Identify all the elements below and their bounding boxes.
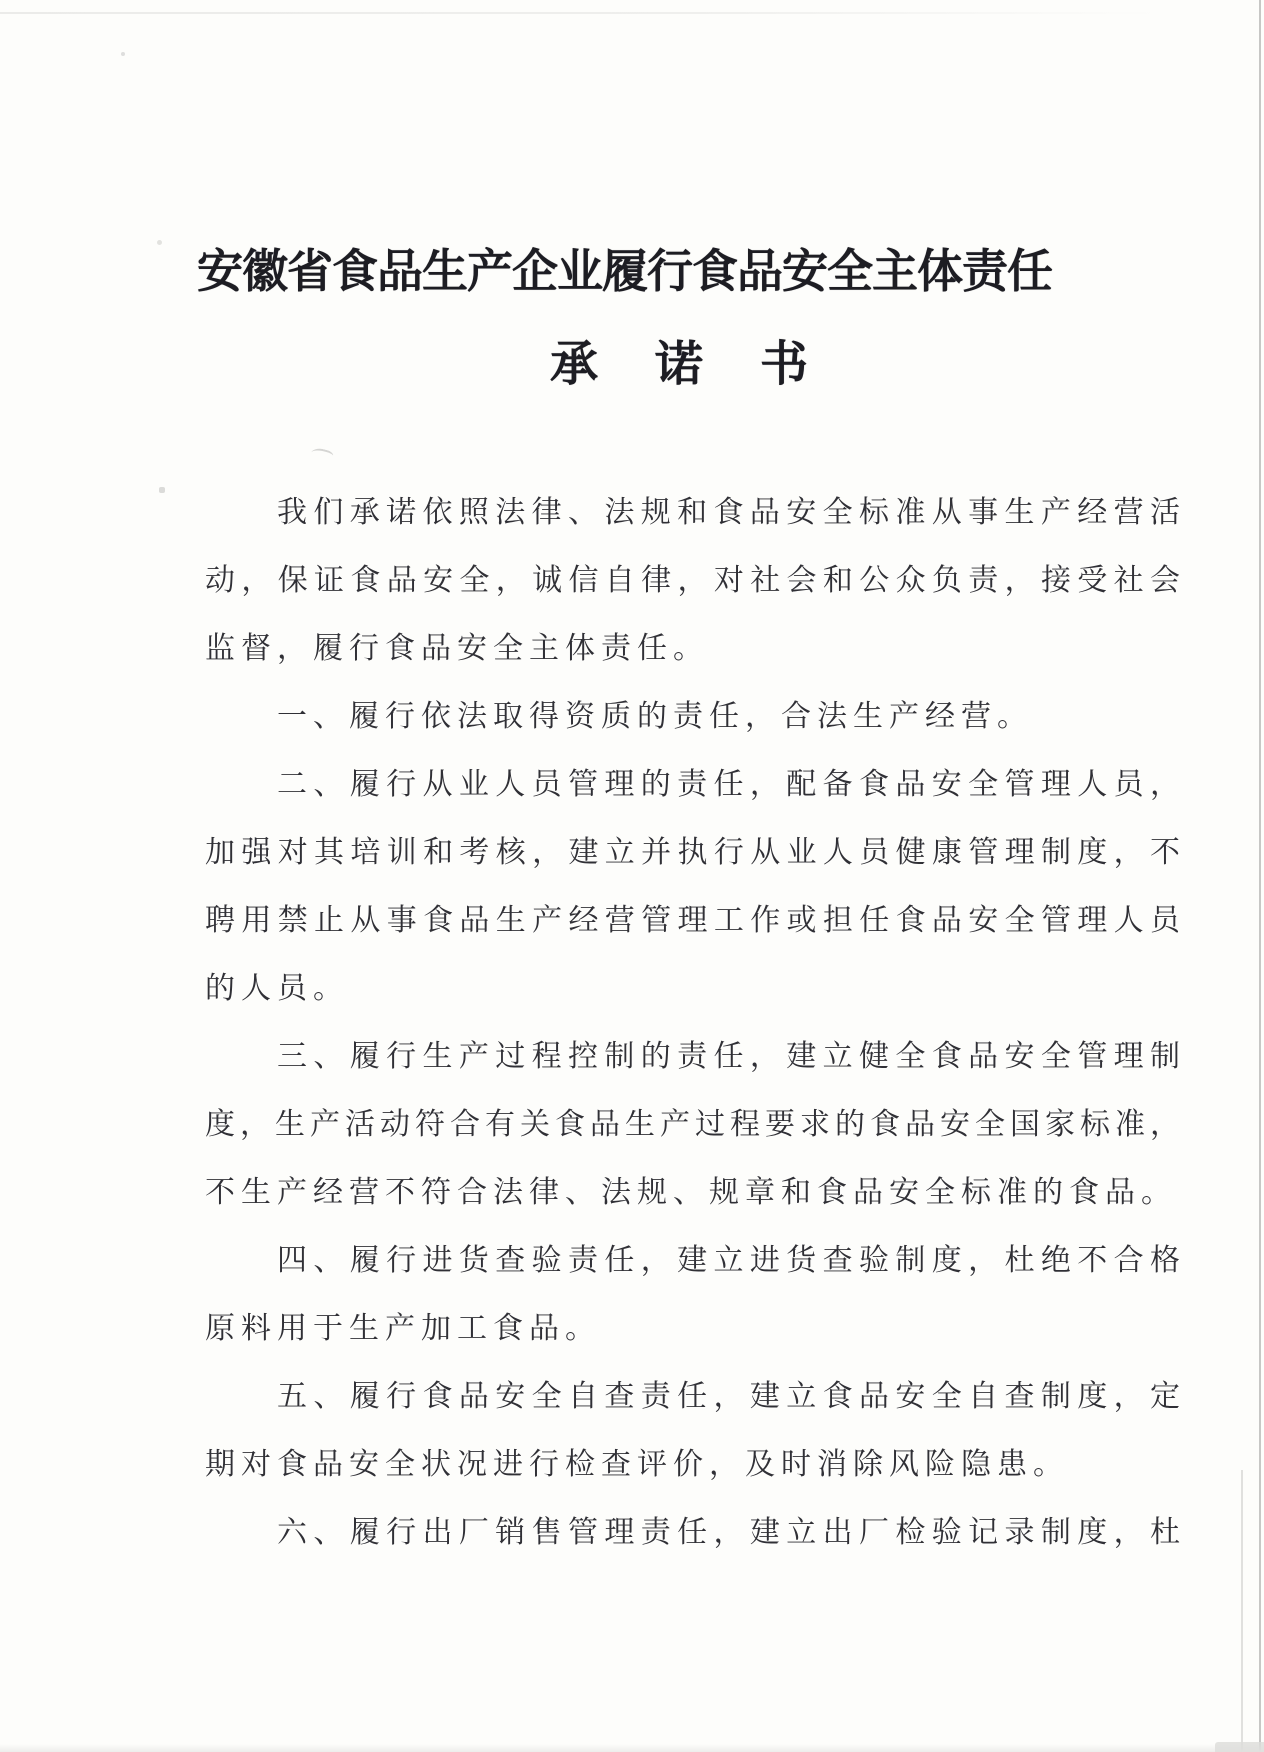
paragraph-6	[205, 1363, 1180, 1499]
document-line: 三、履行生产过程控制的责任，建立健全食品安全管理制	[277, 1040, 1180, 1073]
scan-artifact-bottom-shade	[0, 1744, 1264, 1752]
scan-artifact-speck	[157, 240, 162, 245]
paragraph-2	[205, 683, 1180, 751]
document-line: 不生产经营不符合法律、法规、规章和食品安全标准的食品。	[205, 1176, 1177, 1209]
document-line: 一、履行依法取得资质的责任，合法生产经营。	[277, 700, 1033, 733]
document-line: 二、履行从业人员管理的责任，配备食品安全管理人员，	[277, 768, 1180, 801]
document-line: 监督，履行食品安全主体责任。	[205, 632, 709, 665]
document-line: 期对食品安全状况进行检查评价，及时消除风险隐患。	[205, 1448, 1069, 1481]
document-line: 六、履行出厂销售管理责任，建立出厂检验记录制度，杜	[277, 1516, 1180, 1549]
document-line: 动，保证食品安全，诚信自律，对社会和公众负责，接受社会	[205, 564, 1180, 597]
paragraph-3	[205, 751, 1180, 1023]
paragraph-7	[205, 1499, 1180, 1567]
document-line: 的人员。	[205, 972, 349, 1005]
paragraph-4	[205, 1023, 1180, 1227]
document-line: 聘用禁止从事食品生产经营管理工作或担任食品安全管理人员	[205, 904, 1180, 937]
document-line: 加强对其培训和考核，建立并执行从业人员健康管理制度，不	[205, 836, 1180, 869]
document-subtitle: 承诺书	[550, 338, 866, 391]
scan-artifact-right-edge	[1259, 0, 1261, 1752]
scan-artifact-squiggle	[310, 447, 334, 464]
document-body	[205, 479, 1180, 1567]
scan-artifact-speck	[121, 52, 125, 56]
document-line: 度，生产活动符合有关食品生产过程要求的食品安全国家标准，	[205, 1108, 1180, 1141]
document-line: 我们承诺依照法律、法规和食品安全标准从事生产经营活	[277, 496, 1180, 529]
document-title: 安徽省食品生产企业履行食品安全主体责任	[197, 246, 1052, 297]
scan-artifact-top-line	[0, 12, 1160, 14]
document-line: 四、履行进货查验责任，建立进货查验制度，杜绝不合格	[277, 1244, 1180, 1277]
scan-artifact-corner-smudge	[1215, 1742, 1264, 1752]
scan-artifact-right-inner-line	[1241, 1470, 1243, 1752]
document-line: 原料用于生产加工食品。	[205, 1312, 601, 1345]
paragraph-1	[205, 479, 1180, 683]
document-line: 五、履行食品安全自查责任，建立食品安全自查制度，定	[277, 1380, 1180, 1413]
scan-artifact-speck	[159, 487, 165, 493]
paragraph-5	[205, 1227, 1180, 1363]
